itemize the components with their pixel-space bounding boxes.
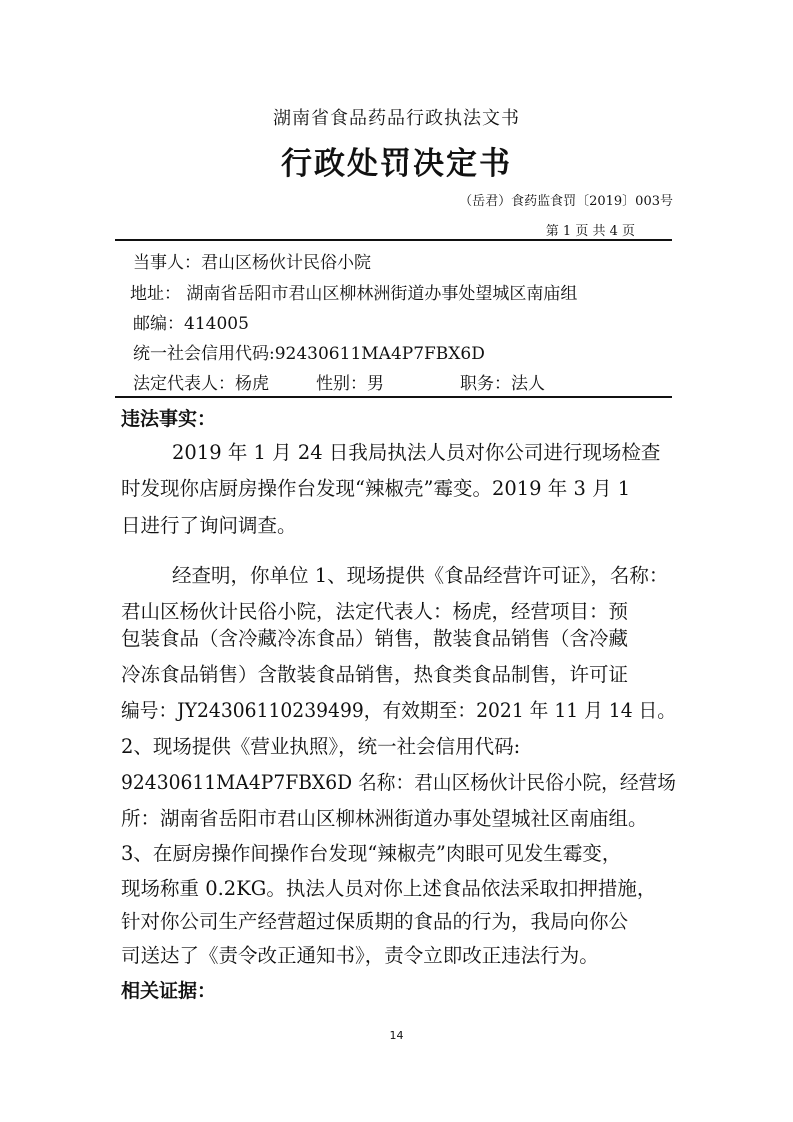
facts-heading: 违法事实： [121, 408, 217, 430]
facts-line: 君山区杨伙计民俗小院，法定代表人：杨虎，经营项目：预 [121, 600, 629, 623]
agency-title: 湖南省食品药品行政执法文书 [273, 108, 520, 129]
facts-line: 日进行了询问调查。 [121, 514, 297, 537]
bottom-divider [115, 396, 672, 398]
facts-line: 包装食品（含冷藏冷冻食品）销售，散装食品销售（含冷藏 [121, 627, 629, 650]
party-position: 职务：法人 [460, 374, 545, 394]
facts-line: 冷冻食品销售）含散装食品销售，热食类食品制售，许可证 [121, 663, 629, 686]
facts-line: 编号：JY24306110239499，有效期至：2021 年 11 月 14 日。 [121, 699, 677, 722]
top-divider [115, 239, 672, 241]
party-legal-rep: 法定代表人：杨虎 [133, 374, 269, 394]
facts-line: 针对你公司生产经营超过保质期的食品的行为，我局向你公 [121, 910, 629, 933]
facts-line: 现场称重 0.2KG。执法人员对你上述食品依法采取扣押措施， [121, 877, 657, 900]
facts-line: 司送达了《责令改正通知书》，责令立即改正违法行为。 [121, 944, 599, 967]
party-credit-code: 统一社会信用代码:92430611MA4P7FBX6D [133, 344, 485, 364]
page-info: 第 1 页 共 4 页 [545, 224, 635, 239]
party-name: 当事人：君山区杨伙计民俗小院 [133, 253, 371, 273]
page-number: 14 [389, 1029, 404, 1042]
evidence-heading: 相关证据： [121, 980, 217, 1002]
party-postcode: 邮编：414005 [133, 314, 249, 334]
party-address: 地址： 湖南省岳阳市君山区柳林洲街道办事处望城区南庙组 [130, 284, 578, 304]
facts-line: 92430611MA4P7FBX6D 名称：君山区杨伙计民俗小院，经营场 [121, 771, 676, 794]
document-number: （岳君）食药监食罚〔2019〕003号 [459, 194, 673, 209]
facts-line: 2、现场提供《营业执照》，统一社会信用代码: [121, 735, 521, 758]
facts-line: 所：湖南省岳阳市君山区柳林洲街道办事处望城社区南庙组。 [121, 807, 648, 830]
facts-line: 2019 年 1 月 24 日我局执法人员对你公司进行现场检查 [172, 441, 661, 464]
facts-line: 经查明，你单位 1、现场提供《食品经营许可证》，名称： [172, 564, 669, 587]
facts-line: 3、在厨房操作间操作台发现“辣椒壳”肉眼可见发生霉变， [121, 842, 622, 865]
party-gender: 性别：男 [316, 374, 384, 394]
facts-line: 时发现你店厨房操作台发现“辣椒壳”霉变。2019 年 3 月 1 [121, 477, 631, 500]
document-title: 行政处罚决定书 [281, 146, 512, 182]
